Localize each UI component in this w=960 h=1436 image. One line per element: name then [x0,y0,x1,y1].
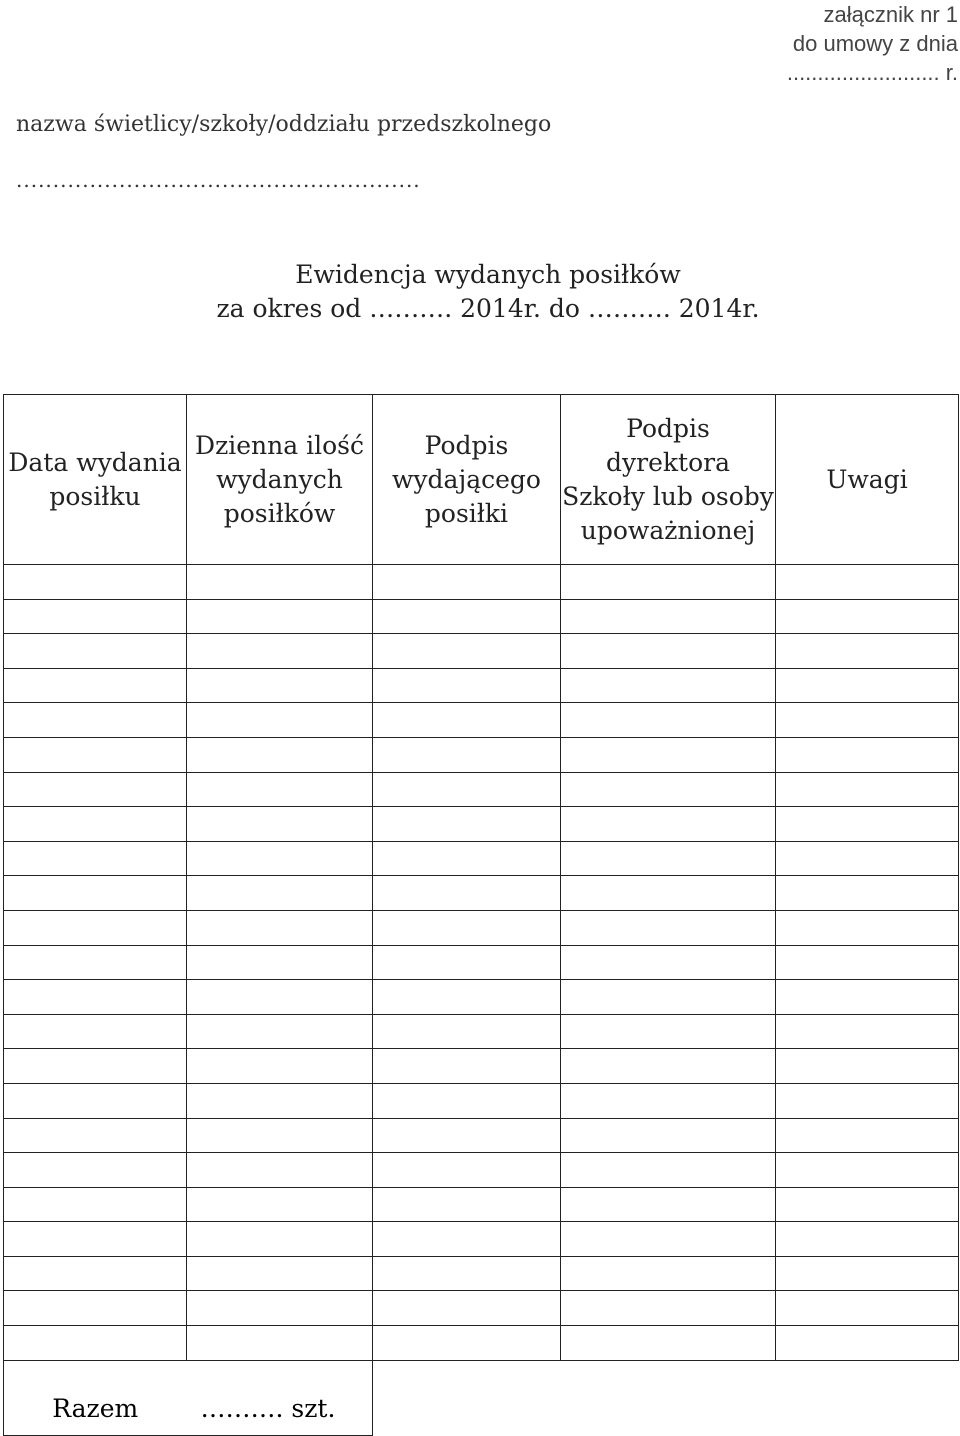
table-row [4,1187,959,1222]
date-cell[interactable] [4,1083,187,1118]
date-cell[interactable] [4,1153,187,1188]
annex-reference [787,0,958,87]
issuer-signature-cell[interactable] [373,1083,561,1118]
issuer-signature-cell[interactable] [373,1256,561,1291]
date-cell[interactable] [4,634,187,669]
table-row [4,565,959,600]
remarks-cell[interactable] [776,1083,959,1118]
table-header-row [4,395,959,565]
table-row [4,1291,959,1326]
remarks-cell[interactable] [776,1049,959,1084]
total-label: Razem [4,1360,187,1435]
issuer-signature-cell[interactable] [373,1187,561,1222]
director-signature-cell[interactable] [561,1153,776,1188]
table-row [4,945,959,980]
issuer-signature-cell[interactable] [373,1049,561,1084]
director-signature-cell[interactable] [561,1222,776,1257]
count-cell[interactable] [187,703,373,738]
remarks-cell[interactable] [776,737,959,772]
issuer-signature-cell[interactable] [373,565,561,600]
date-cell[interactable] [4,737,187,772]
table-row [4,737,959,772]
meal-record-table [3,394,959,1436]
director-signature-cell[interactable] [561,807,776,842]
director-signature-cell[interactable] [561,1083,776,1118]
count-cell[interactable] [187,1256,373,1291]
table-row [4,1083,959,1118]
annex-number: załącznik nr 1 [823,2,958,27]
issuer-signature-cell[interactable] [373,980,561,1015]
count-cell[interactable] [187,1153,373,1188]
title-heading: Ewidencja wydanych posiłków [295,260,681,289]
remarks-cell[interactable] [776,1326,959,1361]
count-cell[interactable] [187,772,373,807]
table-row [4,1326,959,1361]
table-row [4,841,959,876]
table-row [4,910,959,945]
director-signature-cell[interactable] [561,841,776,876]
remarks-cell[interactable] [776,668,959,703]
date-cell[interactable] [4,910,187,945]
table-row [4,1256,959,1291]
count-cell[interactable] [187,1291,373,1326]
date-cell[interactable] [4,1187,187,1222]
issuer-signature-cell[interactable] [373,1326,561,1361]
count-cell[interactable] [187,634,373,669]
total-row-empty [373,1360,561,1435]
remarks-cell[interactable] [776,1256,959,1291]
issuer-signature-cell[interactable] [373,1153,561,1188]
remarks-cell[interactable] [776,841,959,876]
title-period: za okres od ………. 2014r. do ………. 2014r. [216,294,760,323]
issuer-signature-cell[interactable] [373,703,561,738]
director-signature-cell[interactable] [561,599,776,634]
count-cell[interactable] [187,737,373,772]
count-cell[interactable] [187,876,373,911]
director-signature-cell[interactable] [561,980,776,1015]
remarks-cell[interactable] [776,634,959,669]
date-cell[interactable] [4,668,187,703]
count-cell[interactable] [187,945,373,980]
director-signature-cell[interactable] [561,565,776,600]
issuer-signature-cell[interactable] [373,841,561,876]
table-row [4,1222,959,1257]
remarks-cell[interactable] [776,772,959,807]
count-cell[interactable] [187,1118,373,1153]
date-cell[interactable] [4,1049,187,1084]
date-cell[interactable] [4,1222,187,1257]
count-cell[interactable] [187,565,373,600]
director-signature-cell[interactable] [561,1187,776,1222]
issuer-signature-cell[interactable] [373,1222,561,1257]
annex-contract: do umowy z dnia [792,31,958,56]
table-row [4,1014,959,1049]
date-cell[interactable] [4,945,187,980]
date-cell[interactable] [4,772,187,807]
header-remarks: Uwagi [776,395,959,565]
table-row [4,772,959,807]
count-cell[interactable] [187,841,373,876]
director-signature-cell[interactable] [561,1049,776,1084]
total-row-empty [561,1360,776,1435]
issuer-signature-cell[interactable] [373,1291,561,1326]
director-signature-cell[interactable] [561,772,776,807]
table-row [4,599,959,634]
issuer-signature-cell[interactable] [373,634,561,669]
remarks-cell[interactable] [776,565,959,600]
count-cell[interactable] [187,599,373,634]
document-title [0,258,960,326]
count-cell[interactable] [187,807,373,842]
institution-name-blank[interactable]: ....................................................... [16,168,421,192]
table-body [4,565,959,1436]
issuer-signature-cell[interactable] [373,772,561,807]
annex-date-blank: ......................... r. [786,60,958,85]
director-signature-cell[interactable] [561,1014,776,1049]
remarks-cell[interactable] [776,599,959,634]
count-cell[interactable] [187,1326,373,1361]
director-signature-cell[interactable] [561,737,776,772]
issuer-signature-cell[interactable] [373,1118,561,1153]
remarks-cell[interactable] [776,980,959,1015]
date-cell[interactable] [4,876,187,911]
header-daily-count: Dzienna ilość wydanych posiłków [187,395,373,565]
remarks-cell[interactable] [776,1291,959,1326]
issuer-signature-cell[interactable] [373,668,561,703]
issuer-signature-cell[interactable] [373,807,561,842]
count-cell[interactable] [187,1222,373,1257]
issuer-signature-cell[interactable] [373,599,561,634]
director-signature-cell[interactable] [561,1291,776,1326]
table-row [4,876,959,911]
date-cell[interactable] [4,1014,187,1049]
table-row [4,1118,959,1153]
header-issue-date: Data wydania posiłku [4,395,187,565]
remarks-cell[interactable] [776,1187,959,1222]
count-cell[interactable] [187,1049,373,1084]
remarks-cell[interactable] [776,1014,959,1049]
remarks-cell[interactable] [776,807,959,842]
table-row [4,1153,959,1188]
institution-label: nazwa świetlicy/szkoły/oddziału przedszkolnego [16,112,552,137]
date-cell[interactable] [4,841,187,876]
table-row [4,634,959,669]
date-cell[interactable] [4,1118,187,1153]
table-row [4,1049,959,1084]
remarks-cell[interactable] [776,876,959,911]
table-row [4,703,959,738]
header-issuer-signature: Podpis wydającego posiłki [373,395,561,565]
count-cell[interactable] [187,668,373,703]
director-signature-cell[interactable] [561,945,776,980]
count-cell[interactable] [187,910,373,945]
director-signature-cell[interactable] [561,1118,776,1153]
director-signature-cell[interactable] [561,1256,776,1291]
remarks-cell[interactable] [776,1222,959,1257]
director-signature-cell[interactable] [561,876,776,911]
date-cell[interactable] [4,1326,187,1361]
date-cell[interactable] [4,980,187,1015]
table-row [4,668,959,703]
issuer-signature-cell[interactable] [373,910,561,945]
table-row [4,980,959,1015]
total-row-empty [776,1360,959,1435]
director-signature-cell[interactable] [561,703,776,738]
issuer-signature-cell[interactable] [373,737,561,772]
date-cell[interactable] [4,1256,187,1291]
total-row [4,1360,959,1435]
count-cell[interactable] [187,1014,373,1049]
remarks-cell[interactable] [776,1118,959,1153]
director-signature-cell[interactable] [561,668,776,703]
date-cell[interactable] [4,1291,187,1326]
remarks-cell[interactable] [776,1153,959,1188]
count-cell[interactable] [187,1187,373,1222]
date-cell[interactable] [4,599,187,634]
director-signature-cell[interactable] [561,1326,776,1361]
issuer-signature-cell[interactable] [373,945,561,980]
director-signature-cell[interactable] [561,910,776,945]
date-cell[interactable] [4,703,187,738]
total-count-blank[interactable]: ………. szt. [187,1360,373,1435]
issuer-signature-cell[interactable] [373,876,561,911]
header-director-signature: Podpis dyrektora Szkoły lub osoby upoważnionej [561,395,776,565]
count-cell[interactable] [187,980,373,1015]
remarks-cell[interactable] [776,910,959,945]
remarks-cell[interactable] [776,945,959,980]
issuer-signature-cell[interactable] [373,1014,561,1049]
date-cell[interactable] [4,807,187,842]
table-row [4,807,959,842]
director-signature-cell[interactable] [561,634,776,669]
date-cell[interactable] [4,565,187,600]
remarks-cell[interactable] [776,703,959,738]
count-cell[interactable] [187,1083,373,1118]
